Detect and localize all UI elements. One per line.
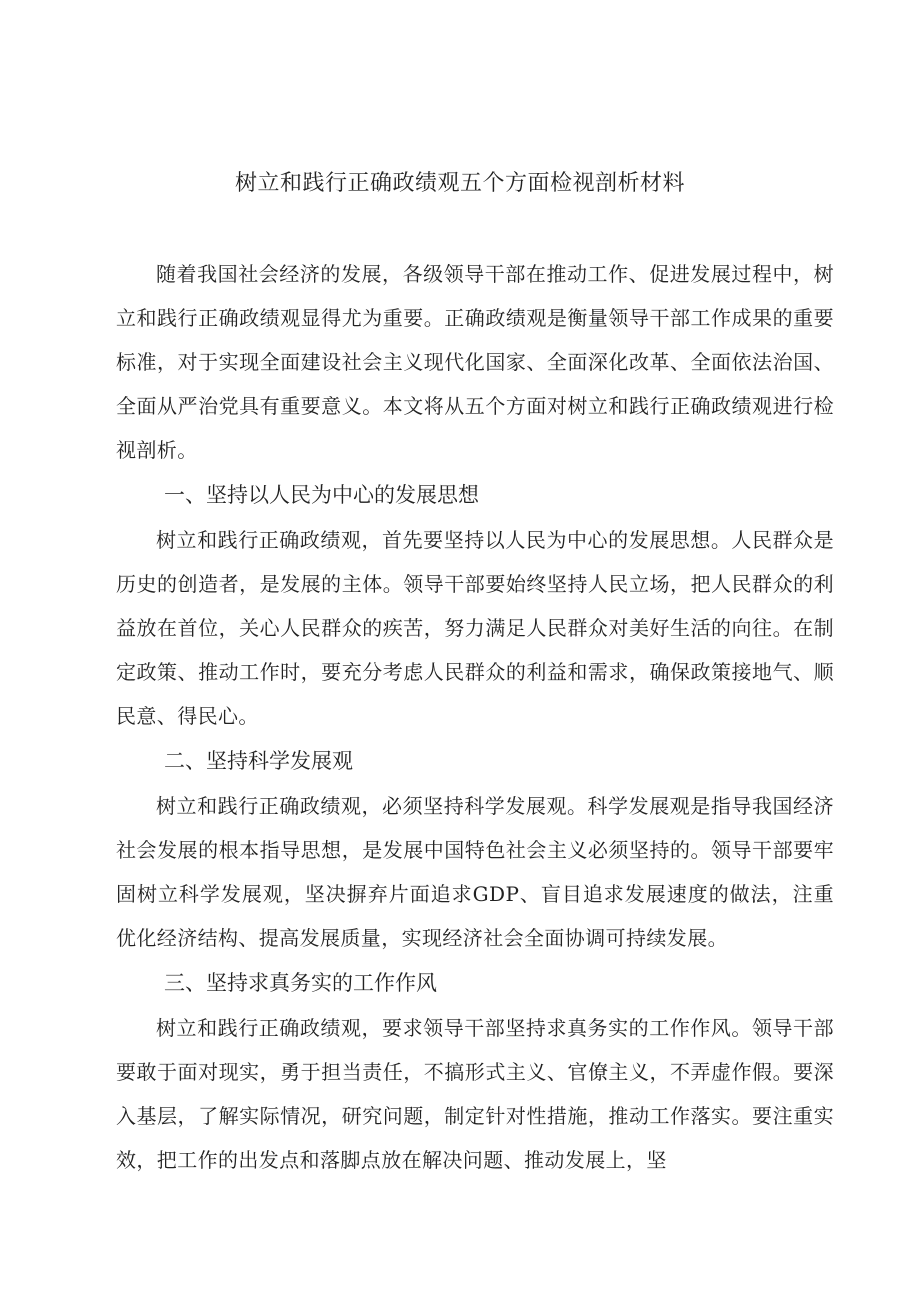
section-heading-1: 一、坚持以人民为中心的发展思想 [164,483,479,507]
section-body-1: 树立和践行正确政绩观，首先要坚持以人民为中心的发展思想。人民群众是历史的创造者，是发展的主体。领导干部要始终坚持人民立场，把人民群众的利益放在首位，关心人民群众的疾苦，努力满足人民群众对美好生活的向往。在制定政策、推动工作时，要充分考虑人民群众的利益和需求，确保政策接地气、顺民意、得民心。 [116,528,834,728]
section-body-2: 树立和践行正确政绩观，必须坚持科学发展观。科学发展观是指导我国经济社会发展的根本指导思想，是发展中国特色社会主义必须坚持的。领导干部要牢固树立科学发展观，坚决摒弃片面追求GDP、盲目追求发展速度的做法，注重优化经济结构、提高发展质量，实现经济社会全面协调可持续发展。 [116,794,834,950]
section-body-3: 树立和践行正确政绩观，要求领导干部坚持求真务实的工作作风。领导干部要敢于面对现实，勇于担当责任，不搞形式主义、官僚主义，不弄虚作假。要深入基层，了解实际情况，研究问题，制定针对性措施，推动工作落实。要注重实效，把工作的出发点和落脚点放在解决问题、推动发展上，坚 [116,1016,834,1172]
intro-paragraph: 随着我国社会经济的发展，各级领导干部在推动工作、促进发展过程中，树立和践行正确政绩观显得尤为重要。正确政绩观是衡量领导干部工作成果的重要标准，对于实现全面建设社会主义现代化国家、全面深化改革、全面依法治国、全面从严治党具有重要意义。本文将从五个方面对树立和践行正确政绩观进行检视剖析。 [116,262,834,462]
section-heading-3: 三、坚持求真务实的工作作风 [164,971,437,995]
section-heading-2: 二、坚持科学发展观 [164,749,353,773]
document-title: 树立和践行正确政绩观五个方面检视剖析材料 [234,171,685,196]
